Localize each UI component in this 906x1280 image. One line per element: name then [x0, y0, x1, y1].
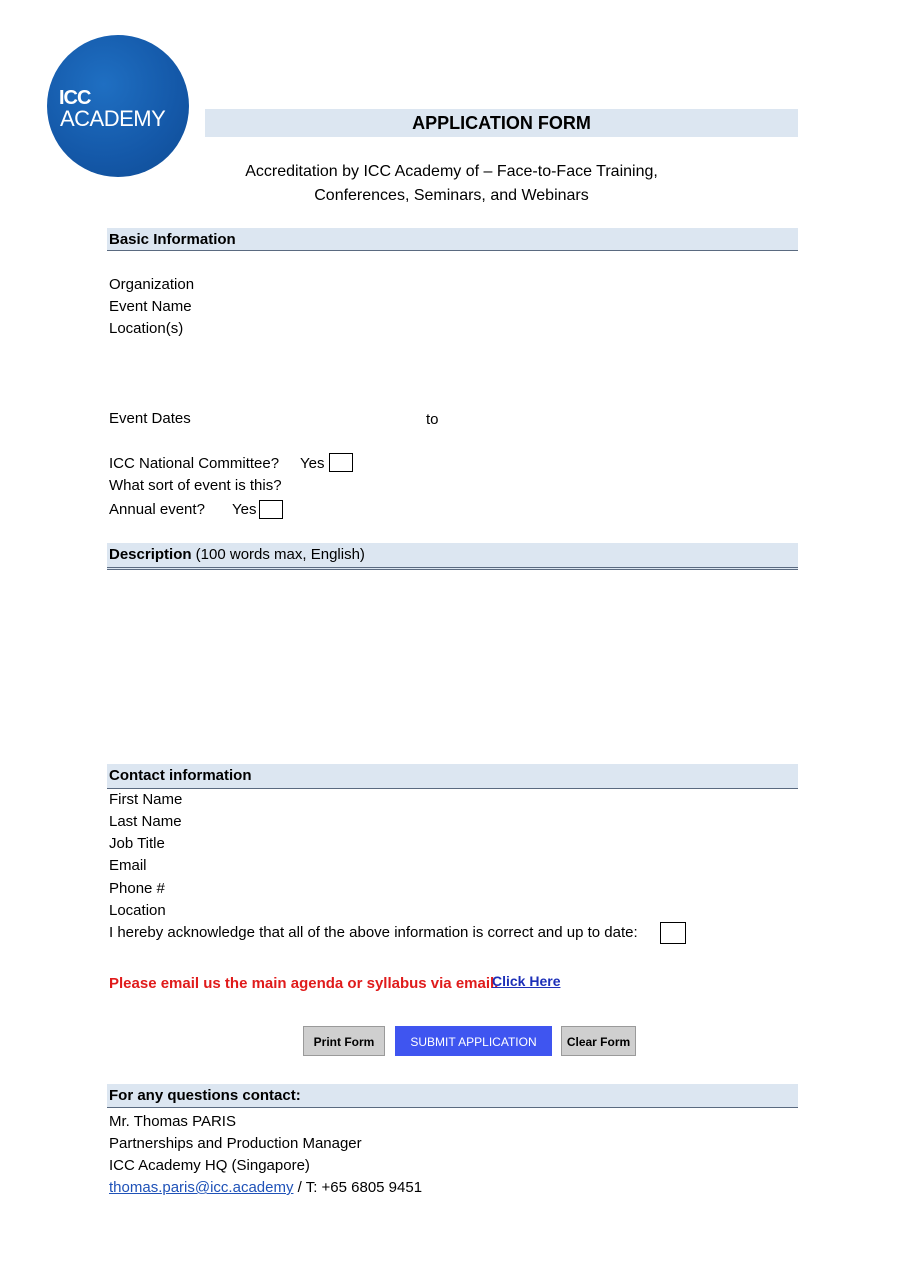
annual-event-yes-checkbox[interactable] — [259, 500, 283, 519]
logo-line1: ICC — [59, 87, 91, 109]
event-type-label: What sort of event is this? — [109, 477, 282, 494]
clear-form-button[interactable]: Clear Form — [561, 1026, 636, 1056]
contact-info-heading-text: Contact information — [109, 767, 252, 784]
national-committee-yes-checkbox[interactable] — [329, 453, 353, 472]
click-here-link[interactable]: Click Here — [492, 973, 561, 989]
logo-line2: ACADEMY — [60, 106, 166, 131]
form-subtitle — [205, 160, 698, 208]
annual-event-yes-label: Yes — [232, 501, 257, 518]
description-note: (100 words max, English) — [191, 546, 365, 563]
description-heading-text: Description — [109, 546, 192, 563]
contact-info-heading — [107, 764, 798, 789]
agenda-notice: Please email us the main agenda or syllabus via email. — [109, 975, 499, 992]
subtitle-line2: Conferences, Seminars, and Webinars — [314, 187, 589, 204]
contact-person-office: ICC Academy HQ (Singapore) — [109, 1157, 310, 1174]
form-title: APPLICATION FORM — [205, 109, 798, 137]
contact-phone: / T: +65 6805 9451 — [293, 1179, 423, 1196]
email-label: Email — [109, 857, 147, 874]
phone-label: Phone # — [109, 880, 165, 897]
submit-application-button[interactable]: SUBMIT APPLICATION — [395, 1026, 552, 1056]
job-title-label: Job Title — [109, 835, 165, 852]
contact-person-role: Partnerships and Production Manager — [109, 1135, 362, 1152]
contact-person-details — [109, 1178, 422, 1198]
annual-event-label: Annual event? — [109, 501, 205, 518]
organization-label: Organization — [109, 276, 195, 293]
questions-heading — [107, 1084, 798, 1108]
acknowledge-label: I hereby acknowledge that all of the above information is correct and up to date: — [109, 924, 638, 941]
contact-email-link[interactable]: thomas.paris@icc.academy — [109, 1179, 294, 1196]
questions-heading-text: For any questions contact: — [109, 1087, 301, 1104]
national-committee-label: ICC National Committee? — [109, 455, 280, 472]
dates-to-label: to — [426, 411, 439, 428]
first-name-label: First Name — [109, 791, 183, 808]
event-dates-label: Event Dates — [109, 410, 191, 427]
locations-label: Location(s) — [109, 320, 184, 337]
print-form-button[interactable]: Print Form — [303, 1026, 385, 1056]
last-name-label: Last Name — [109, 813, 182, 830]
national-committee-yes-label: Yes — [300, 455, 325, 472]
basic-info-heading — [107, 228, 798, 251]
location-label: Location — [109, 902, 166, 919]
subtitle-line1: Accreditation by ICC Academy of – Face-to-Face Training, — [245, 163, 658, 180]
acknowledge-checkbox[interactable] — [660, 922, 686, 944]
icc-academy-logo — [47, 35, 189, 177]
event-name-label: Event Name — [109, 298, 192, 315]
basic-info-heading-text: Basic Information — [109, 231, 236, 248]
description-heading — [107, 543, 798, 570]
contact-person-name: Mr. Thomas PARIS — [109, 1113, 236, 1130]
